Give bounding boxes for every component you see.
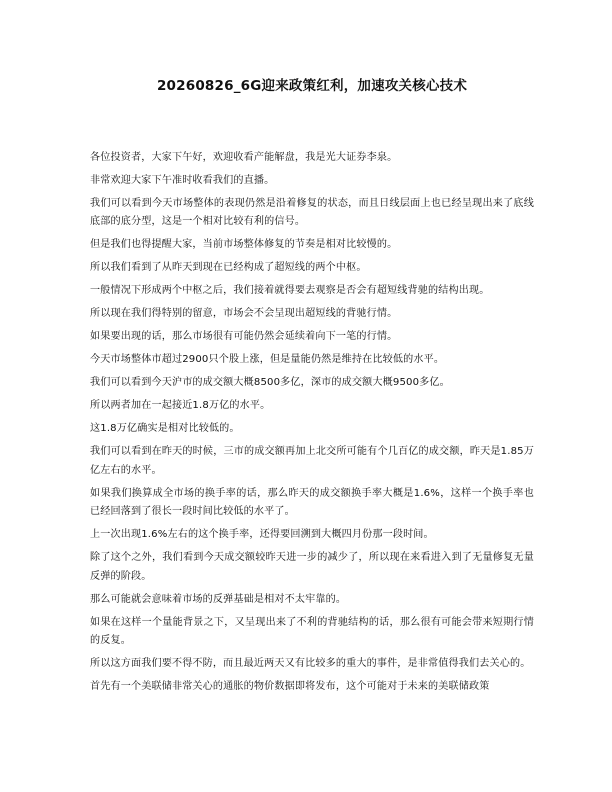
paragraph: 如果在这样一个量能背景之下，又呈现出来了不利的背驰结构的话，那么很有可能会带来短期行情的反复。 [90,616,534,647]
paragraph: 我们可以看到今天市场整体的表现仍然是沿着修复的状态，而且日线层面上也已经呈现出来了底线底部的底分型，这是一个相对比较有利的信号。 [90,198,534,228]
paragraph: 上一次出现1.6%左右的这个换手率，还得要回溯到大概四月份那一段时间。 [90,529,434,541]
paragraph: 如果要出现的话，那么市场很有可能仍然会延续着向下一笔的行情。 [90,331,398,343]
paragraph: 所以这方面我们要不得不防，而且最近两天又有比较多的重大的事件，是非常值得我们去关心的。 [90,658,531,670]
paragraph: 所以现在我们得特别的留意，市场会不会呈现出超短线的背驰行情。 [90,308,398,320]
paragraph: 我们可以看到今天沪市的成交额大概8500多亿，深市的成交额大概9500多亿。 [90,377,450,389]
document-body [90,149,534,696]
paragraph: 今天市场整体市超过2900只个股上涨，但是量能仍然是维持在比较低的水平。 [90,354,445,366]
paragraph: 所以两者加在一起接近1.8万亿的水平。 [90,400,271,412]
paragraph: 这1.8万亿确实是相对比较低的。 [90,423,240,435]
paragraph: 一般情况下形成两个中枢之后，我们接着就得要去观察是否会有超短线背驰的结构出现。 [90,285,490,297]
document-title: 20260826_6G迎来政策红利，加速攻关核心技术 [156,78,468,94]
paragraph: 我们可以看到在昨天的时候，三市的成交额再加上北交所可能有个几百亿的成交额，昨天是1.85万亿左右的水平。 [90,446,534,476]
paragraph: 首先有一个美联储非常关心的通胀的物价数据即将发布，这个可能对于未来的美联储政策 [90,681,490,693]
paragraph: 除了这个之外，我们看到今天成交额较昨天进一步的减少了，所以现在来看进入到了无量修复无量反弹的阶段。 [90,552,534,582]
paragraph: 如果我们换算成全市场的换手率的话，那么昨天的成交额换手率大概是1.6%，这样一个换手率也已经回落到了很长一段时间比较低的水平了。 [90,487,534,518]
paragraph: 非常欢迎大家下午准时收看我们的直播。 [90,175,275,186]
paragraph: 但是我们也得提醒大家，当前市场整体修复的节奏是相对比较慢的。 [90,239,398,251]
paragraph: 那么可能就会意味着市场的反弹基础是相对不太牢靠的。 [90,593,347,605]
paragraph: 各位投资者，大家下午好，欢迎收看产能解盘，我是光大证券李泉。 [90,152,398,163]
paragraph: 所以我们看到了从昨天到现在已经构成了超短线的两个中枢。 [90,262,367,274]
